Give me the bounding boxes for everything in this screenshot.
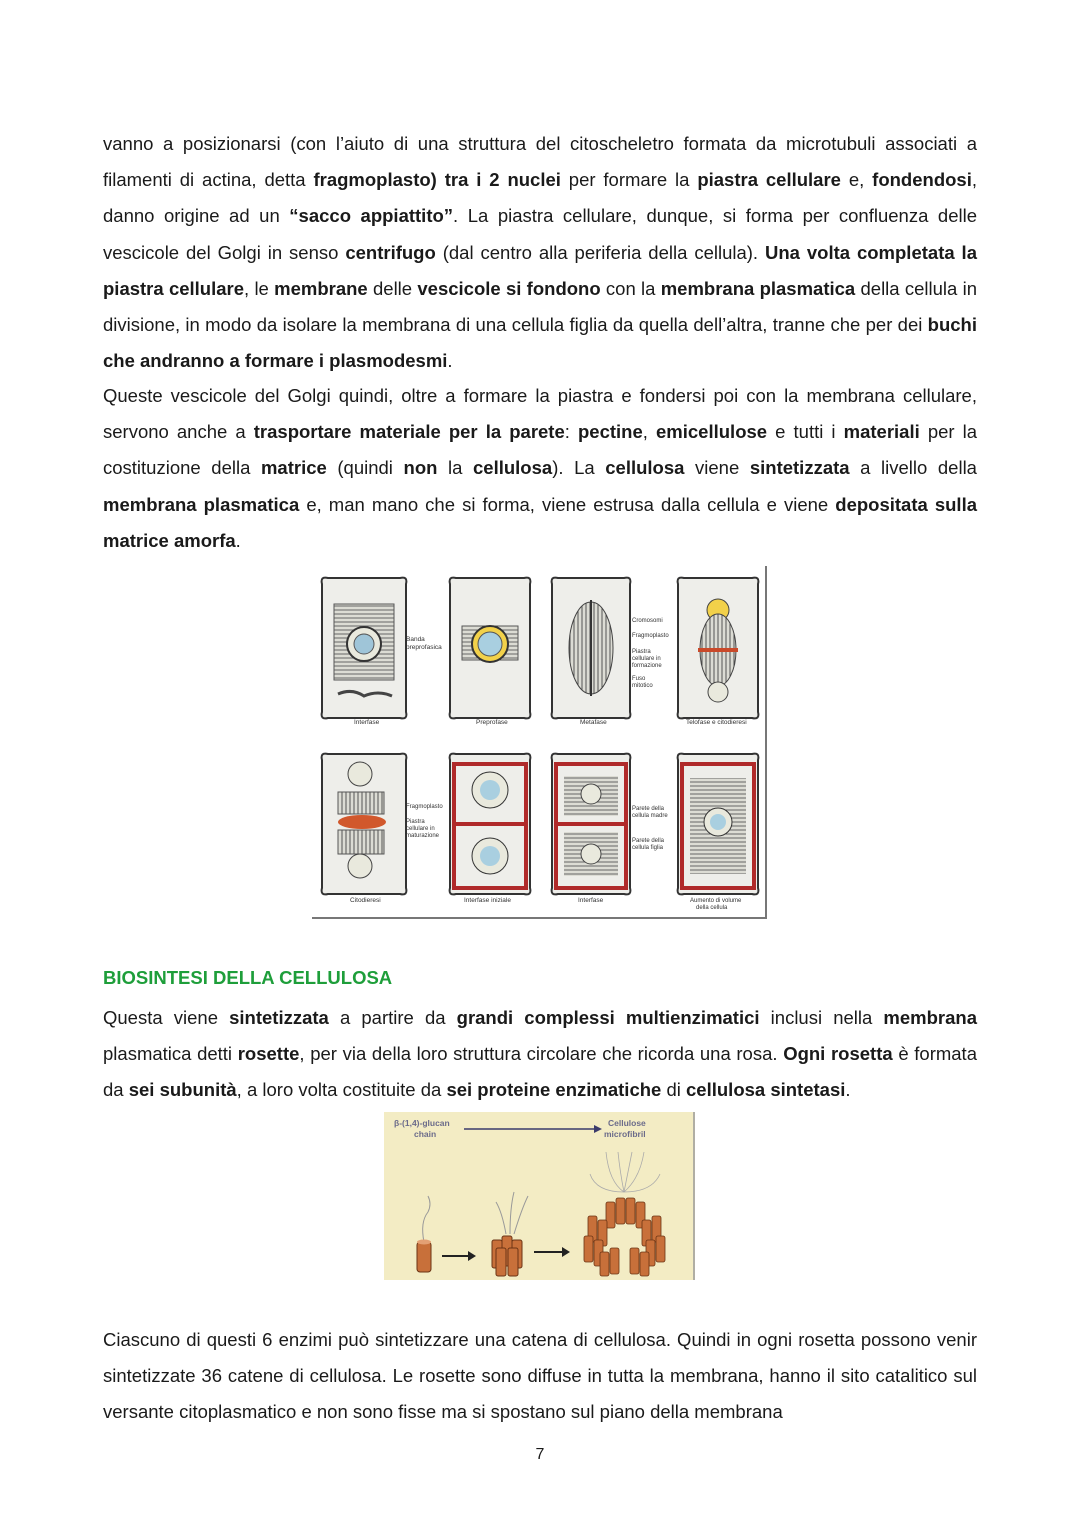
label-microfibril: microfibril bbox=[604, 1129, 646, 1139]
label-cellulare-in-2: cellulare in bbox=[406, 826, 435, 832]
label-parete-della-2: Parete della bbox=[632, 838, 665, 844]
caption-preprofase: Preprofase bbox=[476, 719, 508, 726]
label-chain: chain bbox=[414, 1129, 437, 1139]
caption-telofase: Telofase e citodieresi bbox=[686, 719, 747, 726]
paragraph-enzimi: Ciascuno di questi 6 enzimi può sintetizzare una catena di cellulosa. Quindi in ogni rosetta possono venir sintetizzate 36 catene di cellulosa. Le rosette sono diffuse in tutta la membrana, hanno il sito catalitico sul versante citoplasmatico e non sono fisse ma si spostano sul piano della membrana bbox=[103, 1329, 977, 1423]
caption-interfase-iniziale: Interfase iniziale bbox=[464, 897, 511, 904]
label-cromosomi: Cromosomi bbox=[632, 618, 663, 624]
label-cellulose: Cellulose bbox=[608, 1118, 646, 1128]
label-formazione: formazione bbox=[632, 663, 662, 669]
label-glucan-chain: β-(1,4)-glucan bbox=[394, 1118, 450, 1128]
cell-aumento-volume bbox=[678, 754, 759, 895]
caption-aumento: Aumento di volume bbox=[690, 898, 742, 904]
section-heading: BIOSINTESI DELLA CELLULOSA bbox=[103, 967, 393, 988]
caption-citodieresi: Citodieresi bbox=[350, 897, 381, 904]
label-piastra-2: Piastra bbox=[406, 819, 425, 825]
paragraph-fragmoplasto: vanno a posizionarsi (con l’aiuto di una struttura del citoscheletro formata da microtubuli associati a filamenti di actina, detta fragmoplasto) tra i 2 nuclei per formare la piastra cellulare e, fondendosi, danno origine ad un “sacco appiattito”. La piastra cellulare, dunque, si forma per confluenza delle vescicole del Golgi in senso centrifugo (dal centro alla periferia della cellula). Una volta completata la piastra cellulare, le membrane delle vescicole si fondono con la membrana plasmatica della cellula in divisione, in modo da isolare la membrana di una cellula figlia da quella dell’altra, tranne che per dei buchi che andranno a formare i plasmodesmi. bbox=[103, 133, 978, 372]
cell-metafase bbox=[552, 578, 631, 719]
cell-interfase-iniziale bbox=[450, 754, 531, 895]
cell-citodieresi bbox=[322, 754, 407, 895]
label-fragmoplasto-bottom: Fragmoplasto bbox=[406, 804, 443, 810]
label-mitotico: mitotico bbox=[632, 683, 653, 689]
label-cellulare-in: cellulare in bbox=[632, 656, 661, 662]
cell-interfase-2 bbox=[552, 754, 631, 895]
cell-telofase bbox=[678, 578, 759, 719]
cell-interfase bbox=[322, 578, 407, 719]
caption-della-cellula: della cellula bbox=[696, 905, 728, 911]
label-fuso: Fuso bbox=[632, 676, 646, 682]
paragraph-golgi-vesicles: Queste vescicole del Golgi quindi, oltre a formare la piastra e fondersi poi con la membrana cellulare, servono anche a trasportare materiale per la parete: pectine, emicellulose e tutti i materiali per la costituzione della matrice (quindi non la cellulosa). La cellulosa viene sintetizzata a livello della membrana plasmatica e, man mano che si forma, viene estrusa dalla cellula e viene depositata sulla matrice amorfa. bbox=[103, 385, 978, 551]
label-maturazione: maturazione bbox=[406, 833, 440, 839]
rosette-figure bbox=[384, 1112, 695, 1280]
page-number: 7 bbox=[535, 1446, 545, 1463]
caption-interfase: Interfase bbox=[354, 719, 380, 726]
label-fragmoplasto-top: Fragmoplasto bbox=[632, 633, 669, 639]
caption-metafase: Metafase bbox=[580, 719, 607, 726]
cell-division-figure bbox=[312, 564, 768, 919]
label-parete-della: Parete della bbox=[632, 806, 665, 812]
label-cellula-madre: cellula madre bbox=[632, 813, 668, 819]
label-cellula-figlia: cellula figlia bbox=[632, 845, 664, 851]
caption-interfase-2: Interfase bbox=[578, 897, 604, 904]
cell-preprofase bbox=[450, 578, 531, 719]
paragraph-rosette: Questa viene sintetizzata a partire da grandi complessi multienzimatici inclusi nella membrana plasmatica detti rosette, per via della loro struttura circolare che ricorda una rosa. Ogni rosetta è formata da sei subunità, a loro volta costituite da sei proteine enzimatiche di cellulosa sintetasi. bbox=[103, 1007, 977, 1101]
label-banda: Banda bbox=[406, 636, 425, 643]
label-piastra: Piastra bbox=[632, 649, 651, 655]
label-preprofasica: preprofasica bbox=[406, 644, 442, 651]
